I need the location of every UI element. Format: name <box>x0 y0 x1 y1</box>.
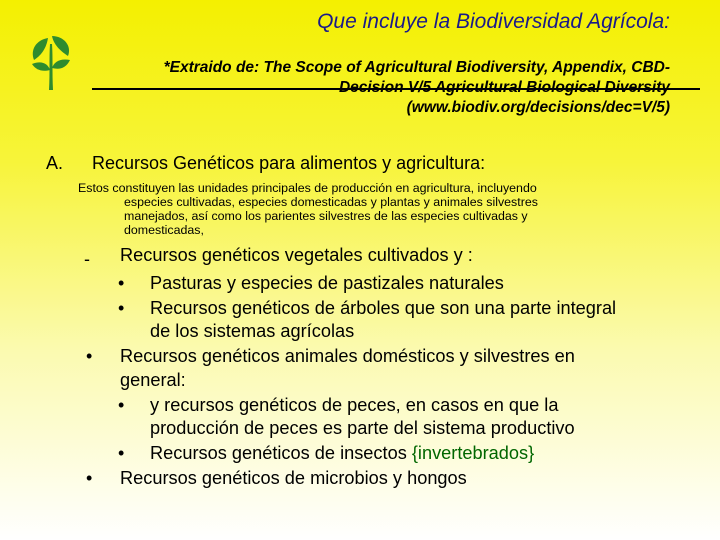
bullet-marker: • <box>118 395 125 415</box>
title-divider <box>92 88 700 90</box>
section-letter: A. <box>46 153 64 173</box>
leaf-logo-icon <box>22 30 78 94</box>
list-item-1-sub-1: Pasturas y especies de pastizales naturales <box>150 273 504 293</box>
intro-line-2: especies cultivadas, especies domesticadas y plantas y animales silvestres <box>124 195 538 209</box>
bullet-marker: • <box>118 298 125 318</box>
list-item-1: Recursos genéticos vegetales cultivados y : <box>120 245 473 265</box>
list-item-2-line-2: general: <box>120 370 186 390</box>
list-item-2-sub-2-text: Recursos genéticos de insectos <box>150 443 412 463</box>
intro-line-1: Estos constituyen las unidades principales de producción en agricultura, incluyendo <box>78 181 537 195</box>
list-item-1-sub-2-line-1: Recursos genéticos de árboles que son una parte integral <box>150 298 617 318</box>
intro-line-3: manejados, así como los parientes silvestres de las especies cultivadas y <box>124 209 528 223</box>
section-heading: Recursos Genéticos para alimentos y agricultura: <box>92 153 486 173</box>
list-item-1-sub-2-line-2: de los sistemas agrícolas <box>150 321 355 341</box>
bullet-marker: • <box>86 346 93 366</box>
dash-marker: - <box>84 249 90 269</box>
list-item-2-sub-1-line-2: producción de peces es parte del sistema productivo <box>150 418 575 438</box>
bullet-marker: • <box>118 273 125 293</box>
invertebrados-highlight: {invertebrados} <box>411 443 535 463</box>
intro-line-4: domesticadas, <box>124 223 204 237</box>
list-item-2-line-1: Recursos genéticos animales domésticos y silvestres en <box>120 346 575 366</box>
list-item-2-sub-2 <box>150 442 534 464</box>
slide-title: Que incluye la Biodiversidad Agrícola: <box>317 10 670 33</box>
bullet-marker: • <box>86 468 93 488</box>
intro-paragraph <box>78 181 638 237</box>
list-item-2-sub-1-line-1: y recursos genéticos de peces, en casos en que la <box>150 395 559 415</box>
bullet-marker: • <box>118 443 125 463</box>
source-line-1: *Extraido de: The Scope of Agricultural Biodiversity, Appendix, CBD- <box>163 59 670 76</box>
source-line-3: (www.biodiv.org/decisions/dec=V/5) <box>406 99 670 116</box>
list-item-3: Recursos genéticos de microbios y hongos <box>120 468 467 488</box>
